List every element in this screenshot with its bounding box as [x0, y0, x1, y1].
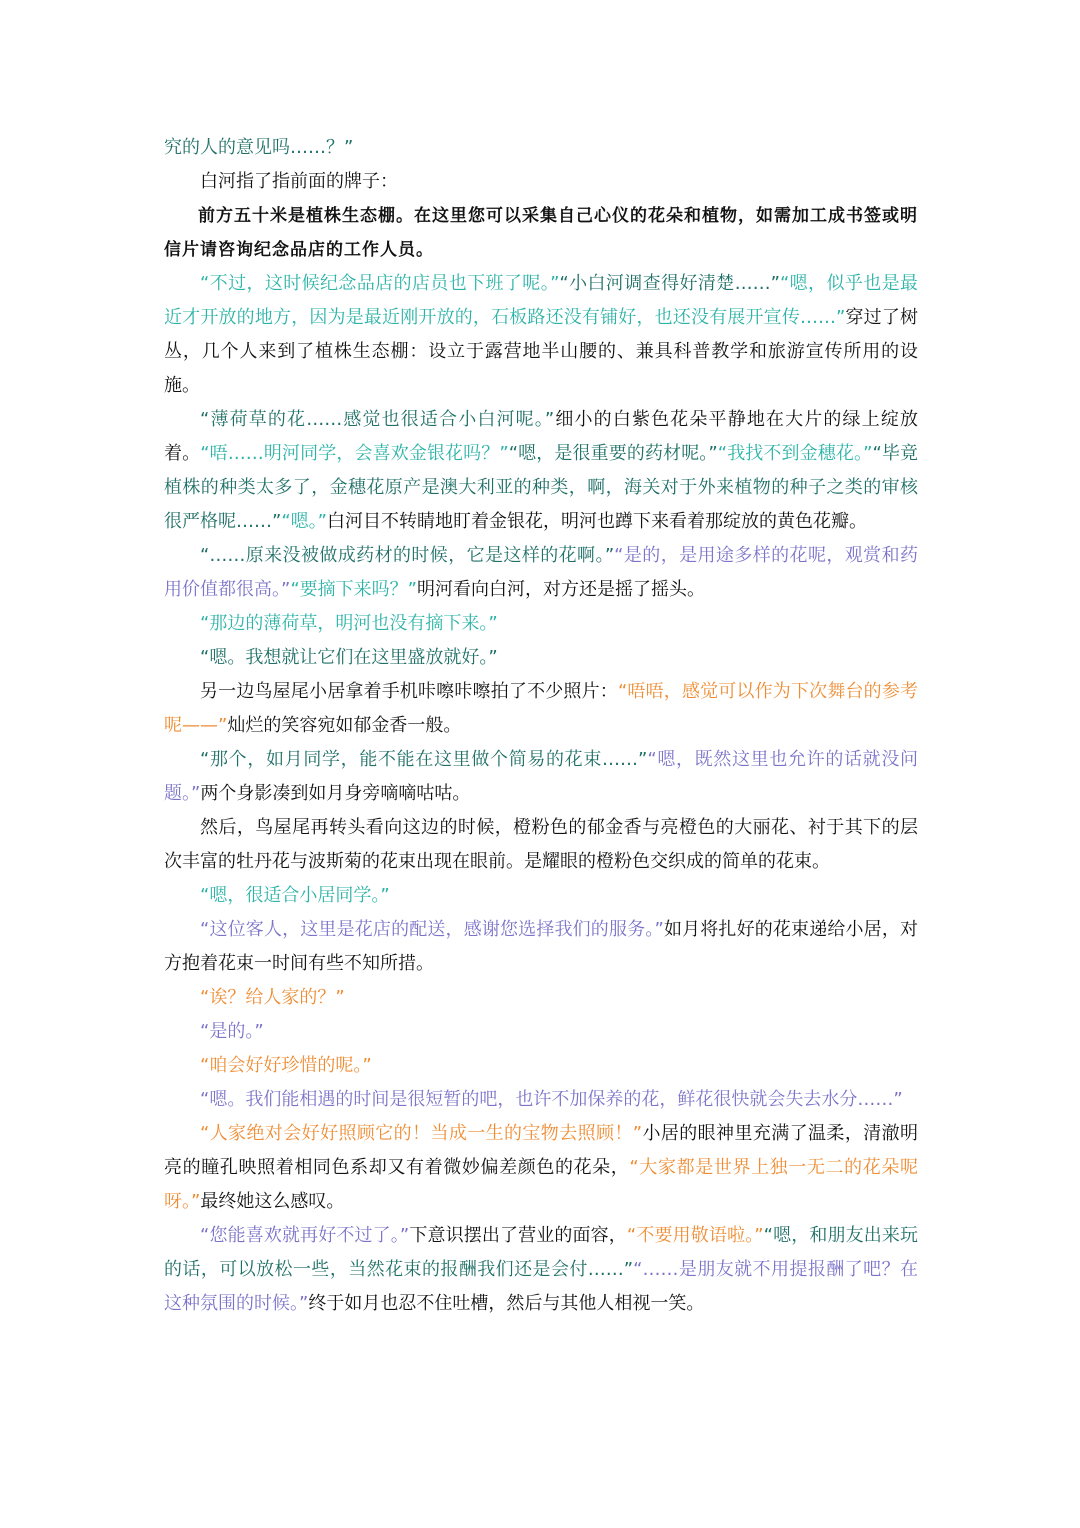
story-paragraph — [164, 743, 918, 811]
dialogue-text: “嗯。我想就让它们在这里盛放就好。” — [200, 647, 498, 668]
narration-text: 明河看向白河，对方还是摇了摇头。 — [416, 579, 705, 600]
story-paragraph — [164, 675, 918, 743]
story-paragraph — [164, 913, 918, 981]
narration-text: 前方五十米是植株生态棚。在这里您可以采集自己心仪的花朵和植物，如需加工成书签或明信片请咨询纪念品店的工作人员。 — [164, 206, 918, 260]
dialogue-text: “我找不到金穗花。” — [717, 443, 873, 464]
dialogue-text: “唔……明河同学，会喜欢金银花吗？” — [200, 443, 509, 464]
dialogue-text: “是的。” — [200, 1021, 264, 1042]
story-paragraph — [164, 131, 918, 165]
narration-text: 白河指了指前面的牌子： — [200, 171, 398, 192]
narration-text: 灿烂的笑容宛如郁金香一般。 — [227, 715, 462, 736]
story-paragraph — [164, 879, 918, 913]
dialogue-text: “……原来没被做成药材的时候，它是这样的花啊。” — [200, 545, 615, 566]
dialogue-text: “是的，是用途多样的花呢，观赏和药用价值都很高。” — [164, 545, 918, 600]
dialogue-text: “那边的薄荷草，明河也没有摘下来。” — [200, 613, 498, 634]
dialogue-text: “嗯，既然这里也允许的话就没问题。” — [164, 749, 918, 804]
dialogue-text: “咱会好好珍惜的呢。” — [200, 1055, 372, 1076]
dialogue-text: “薄荷草的花……感觉也很适合小白河呢。” — [200, 409, 555, 430]
story-paragraph — [164, 267, 918, 403]
story-paragraph — [164, 981, 918, 1015]
dialogue-text: “那个，如月同学，能不能在这里做个简易的花束……” — [200, 749, 648, 770]
dialogue-text: “这位客人，这里是花店的配送，感谢您选择我们的服务。” — [200, 919, 664, 940]
dialogue-text: “不要用敬语啦。” — [626, 1225, 764, 1246]
sign-paragraph — [164, 199, 918, 267]
story-paragraph — [164, 1049, 918, 1083]
dialogue-text: “嗯，很适合小居同学。” — [200, 885, 390, 906]
narration-text: 最终她这么感叹。 — [200, 1191, 345, 1212]
story-paragraph — [164, 539, 918, 607]
dialogue-text: “人家绝对会好好照顾它的！当成一生的宝物去照顾！” — [200, 1123, 643, 1144]
narration-text: 下意识摆出了营业的面容， — [409, 1225, 627, 1246]
dialogue-text: “要摘下来吗？” — [290, 579, 417, 600]
dialogue-text: “嗯，和朋友出来玩的话，可以放松一些，当然花束的报酬我们还是会付……” — [164, 1225, 918, 1280]
dialogue-text: 究的人的意见吗……？” — [164, 137, 354, 158]
story-paragraph — [164, 811, 918, 879]
narration-text: 然后，鸟屋尾再转头看向这边的时候，橙粉色的郁金香与亮橙色的大丽花、衬于其下的层次丰富的牡丹花与波斯菊的花束出现在眼前。是耀眼的橙粉色交织成的简单的花束。 — [164, 817, 918, 872]
dialogue-text: “毕竟植株的种类太多了，金穗花原产是澳大利亚的种类，啊，海关对于外来植物的种子之类的审核很严格呢……” — [164, 443, 918, 532]
narration-text: 穿过了树丛，几个人来到了植株生态棚：设立于露营地半山腰的、兼具科普教学和旅游宣传所用的设施。 — [164, 307, 918, 396]
story-paragraph — [164, 641, 918, 675]
story-paragraph — [164, 607, 918, 641]
story-paragraph — [164, 165, 918, 199]
dialogue-text: “不过，这时候纪念品店的店员也下班了呢。” — [200, 273, 560, 294]
narration-text: 细小的白紫色花朵平静地在大片的绿上绽放着。 — [164, 409, 918, 464]
dialogue-text: “嗯，是很重要的药材呢。” — [508, 443, 718, 464]
dialogue-text: “您能喜欢就再好不过了。” — [200, 1225, 410, 1246]
story-paragraph — [164, 1117, 918, 1219]
dialogue-text: “大家都是世界上独一无二的花朵呢呀。” — [164, 1157, 918, 1212]
narration-text: 另一边鸟屋尾小居拿着手机咔嚓咔嚓拍了不少照片： — [200, 681, 618, 702]
narration-text: 两个身影凑到如月身旁嘀嘀咕咕。 — [200, 783, 471, 804]
dialogue-text: “嗯。” — [281, 511, 327, 532]
dialogue-text: “唔唔，感觉可以作为下次舞台的参考呢——” — [164, 681, 918, 736]
story-paragraph — [164, 1219, 918, 1321]
dialogue-text: “嗯。我们能相遇的时间是很短暂的吧，也许不加保养的花，鲜花很快就会失去水分……” — [200, 1089, 903, 1110]
dialogue-text: “……是朋友就不用提报酬了吧？在这种氛围的时候。” — [164, 1259, 919, 1314]
narration-text: 小居的眼神里充满了温柔，清澈明亮的瞳孔映照着相同色系却又有着微妙偏差颜色的花朵， — [164, 1123, 918, 1178]
narration-text: 终于如月也忍不住吐槽，然后与其他人相视一笑。 — [308, 1293, 705, 1314]
dialogue-text: “诶？给人家的？” — [200, 987, 345, 1008]
story-paragraph — [164, 1015, 918, 1049]
story-paragraph — [164, 1083, 918, 1117]
story-paragraph — [164, 403, 918, 539]
narration-text: 白河目不转睛地盯着金银花，明河也蹲下来看着那绽放的黄色花瓣。 — [326, 511, 867, 532]
dialogue-text: “小白河调查得好清楚……” — [559, 273, 780, 294]
document-page — [164, 131, 918, 1321]
dialogue-text: “嗯，似乎也是最近才开放的地方，因为是最近刚开放的，石板路还没有铺好，也还没有展开宣传……” — [164, 273, 918, 328]
narration-text: 如月将扎好的花束递给小居，对方抱着花束一时间有些不知所措。 — [164, 919, 919, 974]
